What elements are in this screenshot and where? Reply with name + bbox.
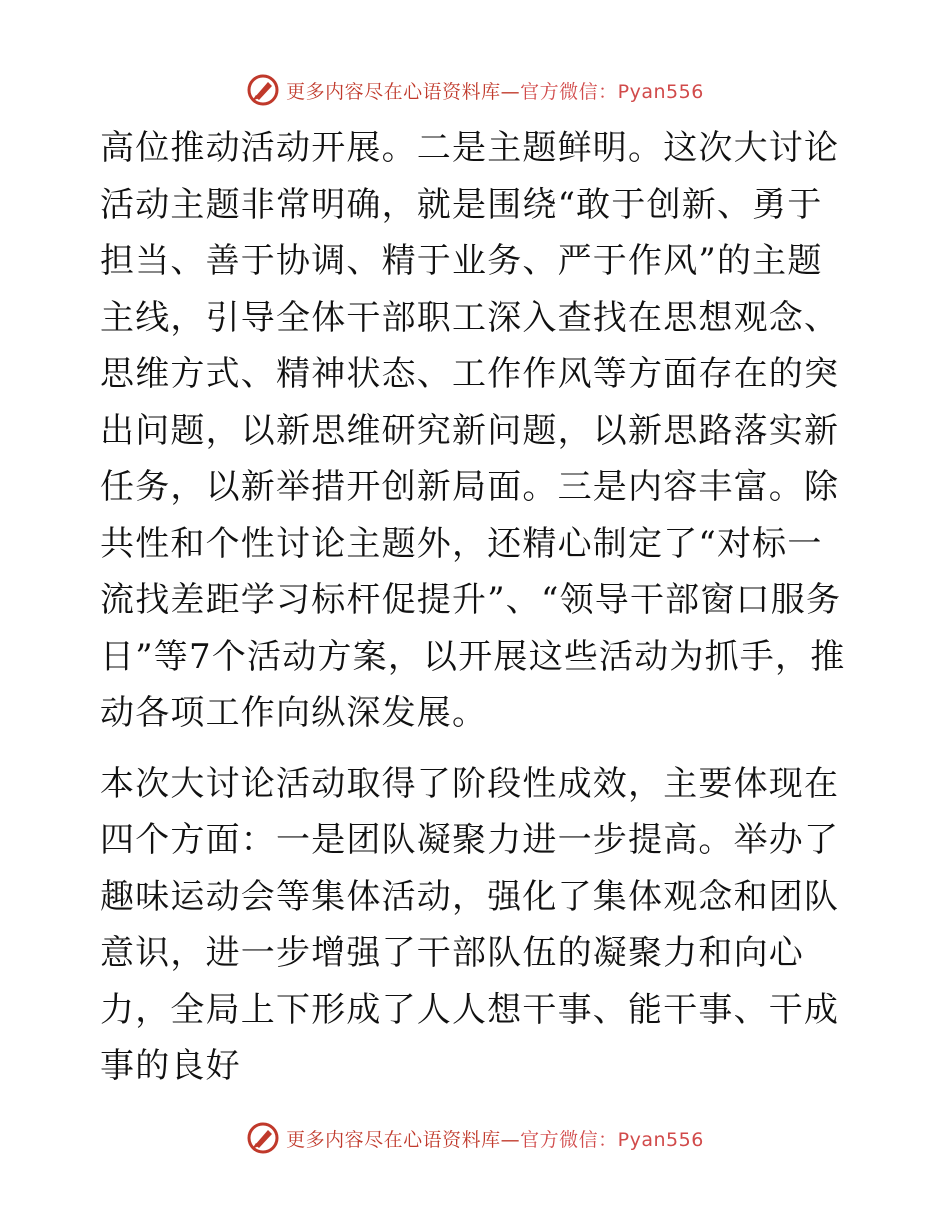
document-body	[100, 120, 848, 1095]
watermark-site-name: 更多内容尽在心语资料库	[286, 1128, 501, 1151]
pen-nib-seal-icon	[246, 1121, 280, 1155]
watermark-separator: —	[500, 80, 521, 103]
watermark-text	[286, 77, 704, 104]
paragraph-2: 本次大讨论活动取得了阶段性成效，主要体现在四个方面：一是团队凝聚力进一步提高。举办了趣味运动会等集体活动，强化了集体观念和团队意识，进一步增强了干部队伍的凝聚力和向心力，全局上下形成了人人想干事、能干事、干成事的良好	[100, 763, 840, 1086]
paragraph-1: 高位推动活动开展。二是主题鲜明。这次大讨论活动主题非常明确，就是围绕“敢于创新、勇于担当、善于协调、精于业务、严于作风”的主题主线，引导全体干部职工深入查找在思想观念、思维方式、精神状态、工作作风等方面存在的突出问题，以新思维研究新问题，以新思路落实新任务，以新举措开创新局面。三是内容丰富。除共性和个性讨论主题外，还精心制定了“对标一流找差距学习标杆促提升”、“领导干部窗口服务日”等7个活动方案，以开展这些活动为抓手，推动各项工作向纵深发展。	[100, 128, 846, 733]
watermark-separator: —	[500, 1128, 521, 1151]
watermark-text	[286, 1125, 704, 1152]
watermark-wechat: 官方微信：Pyan556	[520, 80, 704, 103]
pen-nib-seal-icon	[246, 73, 280, 107]
footer-watermark	[0, 1118, 950, 1158]
watermark-wechat: 官方微信：Pyan556	[520, 1128, 704, 1151]
header-watermark	[0, 70, 950, 110]
watermark-site-name: 更多内容尽在心语资料库	[286, 80, 501, 103]
